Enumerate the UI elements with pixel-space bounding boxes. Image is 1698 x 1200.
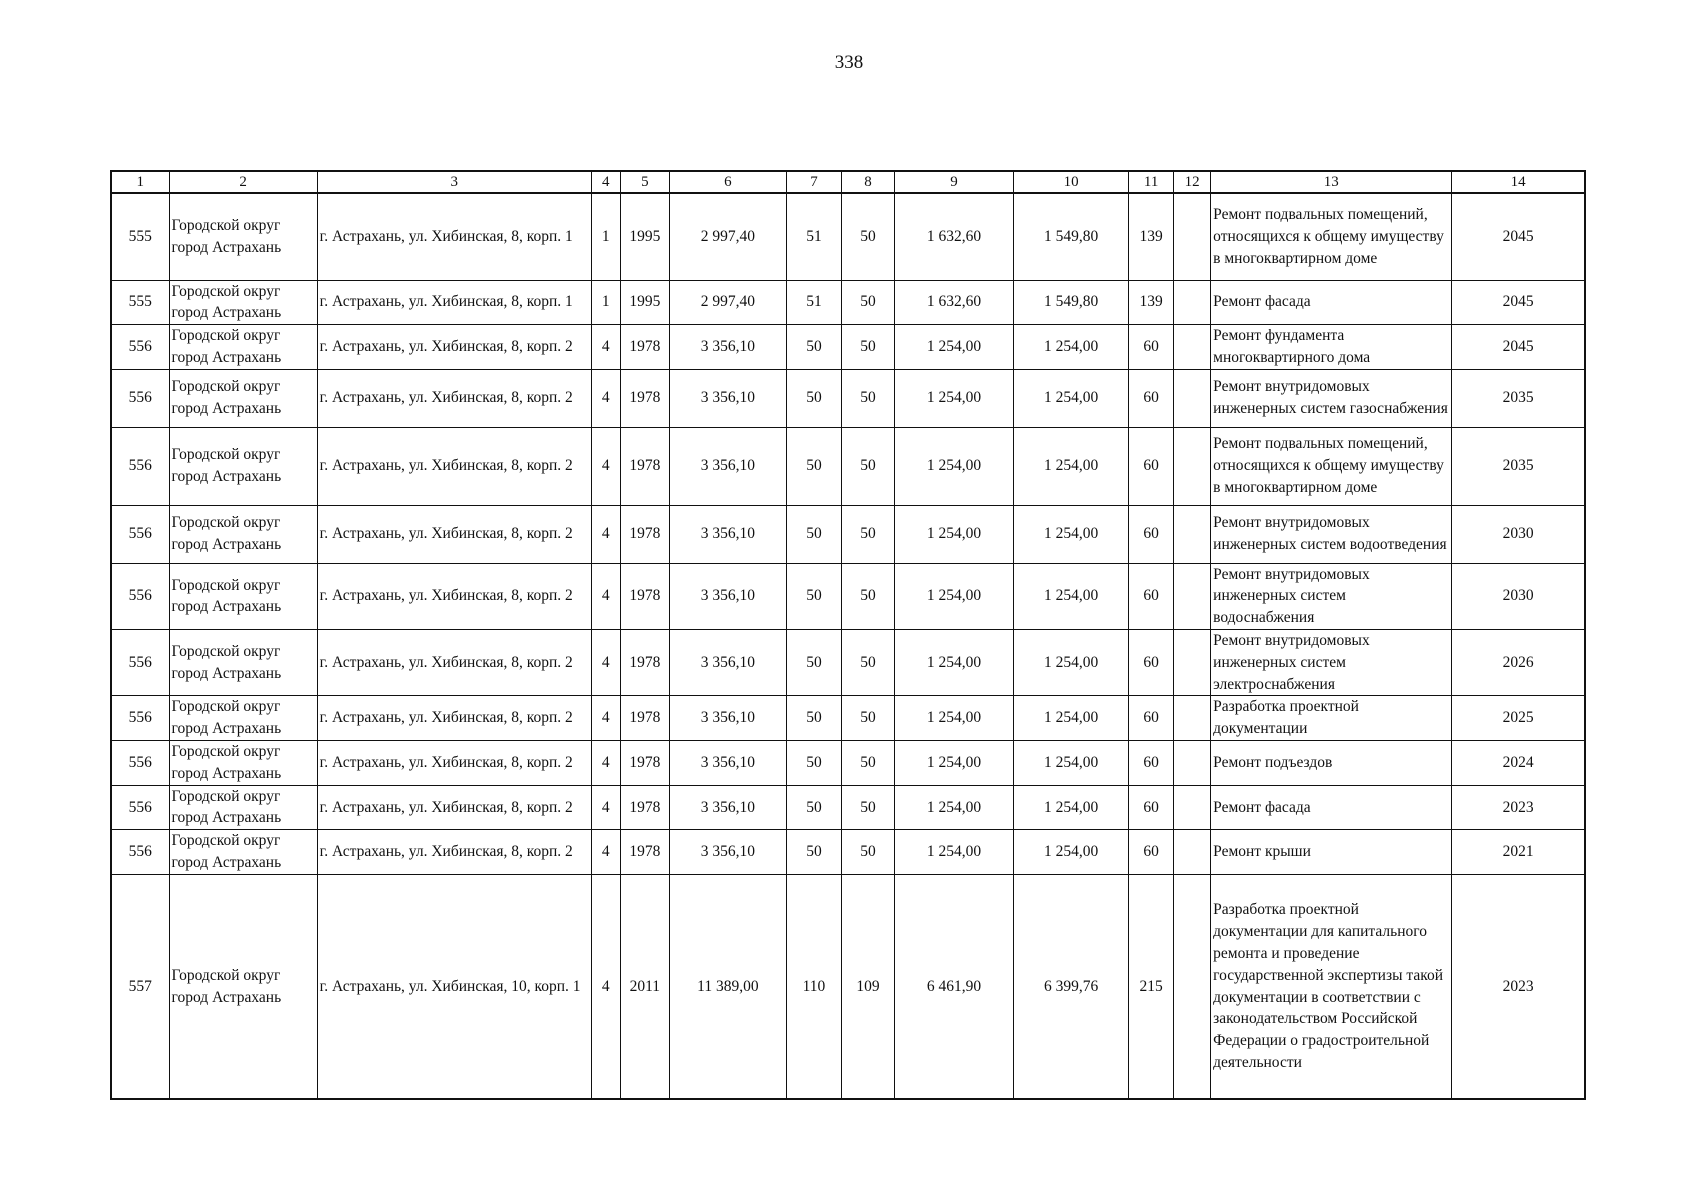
col-header-1: 1 xyxy=(111,171,169,193)
cell-col-14: 2023 xyxy=(1452,874,1585,1099)
cell-col-11: 60 xyxy=(1129,830,1174,875)
cell-col-7: 51 xyxy=(786,280,841,325)
cell-col-10: 1 254,00 xyxy=(1014,325,1129,370)
col-header-12: 12 xyxy=(1174,171,1211,193)
cell-col-1: 556 xyxy=(111,785,169,830)
cell-col-7: 50 xyxy=(786,563,841,629)
cell-col-11: 60 xyxy=(1129,505,1174,563)
cell-col-4: 4 xyxy=(591,874,620,1099)
cell-col-1: 557 xyxy=(111,874,169,1099)
cell-col-2: Городской округ город Астрахань xyxy=(169,427,317,505)
cell-col-2: Городской округ город Астрахань xyxy=(169,505,317,563)
cell-col-2: Городской округ город Астрахань xyxy=(169,696,317,741)
table-row xyxy=(111,369,1585,427)
cell-col-10: 1 254,00 xyxy=(1014,369,1129,427)
cell-col-4: 4 xyxy=(591,830,620,875)
cell-col-7: 50 xyxy=(786,325,841,370)
table-row xyxy=(111,830,1585,875)
cell-col-6: 2 997,40 xyxy=(669,193,786,280)
cell-col-14: 2035 xyxy=(1452,369,1585,427)
cell-col-2: Городской округ город Астрахань xyxy=(169,563,317,629)
cell-col-6: 3 356,10 xyxy=(669,741,786,786)
column-number-header xyxy=(111,171,1585,193)
col-header-10: 10 xyxy=(1014,171,1129,193)
cell-col-1: 556 xyxy=(111,741,169,786)
cell-col-9: 1 254,00 xyxy=(894,505,1013,563)
cell-col-3: г. Астрахань, ул. Хибинская, 8, корп. 2 xyxy=(317,696,591,741)
page-number: 338 xyxy=(834,52,864,73)
cell-col-2: Городской округ город Астрахань xyxy=(169,325,317,370)
cell-col-9: 1 254,00 xyxy=(894,563,1013,629)
cell-col-14: 2030 xyxy=(1452,505,1585,563)
col-header-2: 2 xyxy=(169,171,317,193)
cell-col-8: 50 xyxy=(841,630,894,696)
cell-col-6: 3 356,10 xyxy=(669,830,786,875)
cell-col-9: 1 254,00 xyxy=(894,785,1013,830)
cell-col-5: 1995 xyxy=(620,280,669,325)
cell-col-13: Ремонт внутридомовых инженерных систем газоснабжения xyxy=(1211,369,1452,427)
cell-col-5: 1978 xyxy=(620,741,669,786)
cell-col-10: 1 254,00 xyxy=(1014,696,1129,741)
cell-col-12 xyxy=(1174,874,1211,1099)
cell-col-11: 60 xyxy=(1129,785,1174,830)
cell-col-14: 2045 xyxy=(1452,325,1585,370)
cell-col-3: г. Астрахань, ул. Хибинская, 8, корп. 2 xyxy=(317,427,591,505)
cell-col-9: 1 254,00 xyxy=(894,830,1013,875)
cell-col-7: 50 xyxy=(786,741,841,786)
cell-col-8: 50 xyxy=(841,427,894,505)
cell-col-3: г. Астрахань, ул. Хибинская, 8, корп. 2 xyxy=(317,630,591,696)
cell-col-10: 1 254,00 xyxy=(1014,785,1129,830)
cell-col-3: г. Астрахань, ул. Хибинская, 8, корп. 1 xyxy=(317,193,591,280)
cell-col-3: г. Астрахань, ул. Хибинская, 8, корп. 2 xyxy=(317,563,591,629)
cell-col-10: 6 399,76 xyxy=(1014,874,1129,1099)
cell-col-3: г. Астрахань, ул. Хибинская, 8, корп. 2 xyxy=(317,325,591,370)
cell-col-7: 51 xyxy=(786,193,841,280)
cell-col-12 xyxy=(1174,280,1211,325)
table-row xyxy=(111,325,1585,370)
cell-col-8: 50 xyxy=(841,325,894,370)
cell-col-11: 215 xyxy=(1129,874,1174,1099)
cell-col-14: 2026 xyxy=(1452,630,1585,696)
cell-col-1: 556 xyxy=(111,563,169,629)
cell-col-7: 50 xyxy=(786,696,841,741)
table-row xyxy=(111,696,1585,741)
cell-col-5: 1978 xyxy=(620,830,669,875)
cell-col-5: 1978 xyxy=(620,505,669,563)
cell-col-5: 2011 xyxy=(620,874,669,1099)
cell-col-10: 1 254,00 xyxy=(1014,427,1129,505)
table-body xyxy=(111,193,1585,1099)
cell-col-1: 556 xyxy=(111,505,169,563)
cell-col-9: 1 632,60 xyxy=(894,193,1013,280)
cell-col-5: 1978 xyxy=(620,369,669,427)
cell-col-1: 555 xyxy=(111,280,169,325)
cell-col-1: 556 xyxy=(111,630,169,696)
cell-col-10: 1 254,00 xyxy=(1014,630,1129,696)
cell-col-8: 50 xyxy=(841,830,894,875)
cell-col-5: 1978 xyxy=(620,696,669,741)
cell-col-11: 60 xyxy=(1129,427,1174,505)
cell-col-6: 3 356,10 xyxy=(669,369,786,427)
cell-col-7: 50 xyxy=(786,785,841,830)
cell-col-2: Городской округ город Астрахань xyxy=(169,193,317,280)
col-header-11: 11 xyxy=(1129,171,1174,193)
cell-col-5: 1978 xyxy=(620,563,669,629)
cell-col-5: 1978 xyxy=(620,325,669,370)
cell-col-2: Городской округ город Астрахань xyxy=(169,785,317,830)
col-header-4: 4 xyxy=(591,171,620,193)
cell-col-8: 50 xyxy=(841,741,894,786)
cell-col-4: 4 xyxy=(591,785,620,830)
cell-col-14: 2045 xyxy=(1452,193,1585,280)
cell-col-8: 50 xyxy=(841,696,894,741)
cell-col-8: 50 xyxy=(841,505,894,563)
cell-col-12 xyxy=(1174,427,1211,505)
cell-col-9: 1 632,60 xyxy=(894,280,1013,325)
cell-col-1: 556 xyxy=(111,696,169,741)
cell-col-9: 1 254,00 xyxy=(894,630,1013,696)
col-header-9: 9 xyxy=(894,171,1013,193)
table-row xyxy=(111,280,1585,325)
cell-col-9: 1 254,00 xyxy=(894,696,1013,741)
cell-col-8: 50 xyxy=(841,369,894,427)
cell-col-13: Разработка проектной документации xyxy=(1211,696,1452,741)
col-header-3: 3 xyxy=(317,171,591,193)
cell-col-9: 6 461,90 xyxy=(894,874,1013,1099)
cell-col-5: 1978 xyxy=(620,630,669,696)
cell-col-7: 50 xyxy=(786,505,841,563)
table-row xyxy=(111,563,1585,629)
cell-col-13: Ремонт фундамента многоквартирного дома xyxy=(1211,325,1452,370)
cell-col-3: г. Астрахань, ул. Хибинская, 8, корп. 2 xyxy=(317,369,591,427)
cell-col-7: 110 xyxy=(786,874,841,1099)
cell-col-13: Ремонт фасада xyxy=(1211,280,1452,325)
cell-col-12 xyxy=(1174,696,1211,741)
cell-col-12 xyxy=(1174,325,1211,370)
table-row xyxy=(111,874,1585,1099)
cell-col-11: 60 xyxy=(1129,369,1174,427)
cell-col-11: 60 xyxy=(1129,325,1174,370)
cell-col-2: Городской округ город Астрахань xyxy=(169,830,317,875)
cell-col-6: 3 356,10 xyxy=(669,696,786,741)
cell-col-5: 1978 xyxy=(620,427,669,505)
cell-col-9: 1 254,00 xyxy=(894,325,1013,370)
cell-col-3: г. Астрахань, ул. Хибинская, 8, корп. 2 xyxy=(317,830,591,875)
cell-col-8: 50 xyxy=(841,280,894,325)
cell-col-10: 1 254,00 xyxy=(1014,563,1129,629)
cell-col-11: 60 xyxy=(1129,741,1174,786)
cell-col-4: 4 xyxy=(591,427,620,505)
cell-col-10: 1 254,00 xyxy=(1014,505,1129,563)
cell-col-12 xyxy=(1174,563,1211,629)
cell-col-8: 50 xyxy=(841,785,894,830)
cell-col-6: 11 389,00 xyxy=(669,874,786,1099)
cell-col-3: г. Астрахань, ул. Хибинская, 8, корп. 2 xyxy=(317,785,591,830)
cell-col-13: Ремонт внутридомовых инженерных систем водоотведения xyxy=(1211,505,1452,563)
cell-col-13: Ремонт внутридомовых инженерных систем водоснабжения xyxy=(1211,563,1452,629)
cell-col-9: 1 254,00 xyxy=(894,741,1013,786)
cell-col-5: 1995 xyxy=(620,193,669,280)
cell-col-1: 556 xyxy=(111,830,169,875)
cell-col-2: Городской округ город Астрахань xyxy=(169,630,317,696)
cell-col-12 xyxy=(1174,505,1211,563)
cell-col-1: 556 xyxy=(111,369,169,427)
col-header-6: 6 xyxy=(669,171,786,193)
cell-col-2: Городской округ город Астрахань xyxy=(169,874,317,1099)
cell-col-14: 2035 xyxy=(1452,427,1585,505)
cell-col-10: 1 549,80 xyxy=(1014,193,1129,280)
cell-col-11: 60 xyxy=(1129,696,1174,741)
cell-col-10: 1 254,00 xyxy=(1014,830,1129,875)
cell-col-4: 4 xyxy=(591,505,620,563)
cell-col-6: 3 356,10 xyxy=(669,630,786,696)
table-row xyxy=(111,630,1585,696)
cell-col-11: 139 xyxy=(1129,280,1174,325)
cell-col-10: 1 254,00 xyxy=(1014,741,1129,786)
cell-col-13: Ремонт подвальных помещений, относящихся к общему имуществу в многоквартирном доме xyxy=(1211,427,1452,505)
cell-col-2: Городской округ город Астрахань xyxy=(169,280,317,325)
cell-col-1: 556 xyxy=(111,325,169,370)
cell-col-4: 4 xyxy=(591,630,620,696)
cell-col-7: 50 xyxy=(786,369,841,427)
cell-col-13: Ремонт подвальных помещений, относящихся к общему имуществу в многоквартирном доме xyxy=(1211,193,1452,280)
table-row xyxy=(111,505,1585,563)
cell-col-9: 1 254,00 xyxy=(894,427,1013,505)
cell-col-6: 3 356,10 xyxy=(669,785,786,830)
cell-col-6: 2 997,40 xyxy=(669,280,786,325)
cell-col-12 xyxy=(1174,785,1211,830)
header-row xyxy=(111,171,1585,193)
cell-col-14: 2030 xyxy=(1452,563,1585,629)
cell-col-12 xyxy=(1174,630,1211,696)
cell-col-12 xyxy=(1174,193,1211,280)
cell-col-1: 555 xyxy=(111,193,169,280)
table-row xyxy=(111,741,1585,786)
cell-col-7: 50 xyxy=(786,830,841,875)
cell-col-3: г. Астрахань, ул. Хибинская, 8, корп. 2 xyxy=(317,505,591,563)
cell-col-14: 2023 xyxy=(1452,785,1585,830)
cell-col-5: 1978 xyxy=(620,785,669,830)
cell-col-14: 2021 xyxy=(1452,830,1585,875)
col-header-5: 5 xyxy=(620,171,669,193)
cell-col-4: 4 xyxy=(591,741,620,786)
cell-col-10: 1 549,80 xyxy=(1014,280,1129,325)
cell-col-13: Ремонт фасада xyxy=(1211,785,1452,830)
cell-col-14: 2024 xyxy=(1452,741,1585,786)
cell-col-2: Городской округ город Астрахань xyxy=(169,741,317,786)
table-row xyxy=(111,785,1585,830)
cell-col-3: г. Астрахань, ул. Хибинская, 8, корп. 2 xyxy=(317,741,591,786)
table-row xyxy=(111,427,1585,505)
col-header-7: 7 xyxy=(786,171,841,193)
cell-col-13: Ремонт подъездов xyxy=(1211,741,1452,786)
cell-col-13: Ремонт внутридомовых инженерных систем электроснабжения xyxy=(1211,630,1452,696)
cell-col-13: Разработка проектной документации для капитального ремонта и проведение государственной экспертизы такой документации в соответствии с законодательством Российской Федерации о градостроительной деятельности xyxy=(1211,874,1452,1099)
cell-col-9: 1 254,00 xyxy=(894,369,1013,427)
cell-col-14: 2025 xyxy=(1452,696,1585,741)
cell-col-4: 4 xyxy=(591,325,620,370)
col-header-13: 13 xyxy=(1211,171,1452,193)
table-row xyxy=(111,193,1585,280)
cell-col-12 xyxy=(1174,369,1211,427)
cell-col-6: 3 356,10 xyxy=(669,427,786,505)
col-header-14: 14 xyxy=(1452,171,1585,193)
cell-col-6: 3 356,10 xyxy=(669,563,786,629)
cell-col-11: 139 xyxy=(1129,193,1174,280)
col-header-8: 8 xyxy=(841,171,894,193)
cell-col-11: 60 xyxy=(1129,630,1174,696)
cell-col-2: Городской округ город Астрахань xyxy=(169,369,317,427)
cell-col-6: 3 356,10 xyxy=(669,505,786,563)
cell-col-8: 50 xyxy=(841,563,894,629)
cell-col-11: 60 xyxy=(1129,563,1174,629)
cell-col-3: г. Астрахань, ул. Хибинская, 8, корп. 1 xyxy=(317,280,591,325)
cell-col-14: 2045 xyxy=(1452,280,1585,325)
cell-col-13: Ремонт крыши xyxy=(1211,830,1452,875)
cell-col-7: 50 xyxy=(786,427,841,505)
cell-col-3: г. Астрахань, ул. Хибинская, 10, корп. 1 xyxy=(317,874,591,1099)
cell-col-6: 3 356,10 xyxy=(669,325,786,370)
cell-col-8: 109 xyxy=(841,874,894,1099)
cell-col-8: 50 xyxy=(841,193,894,280)
cell-col-7: 50 xyxy=(786,630,841,696)
cell-col-1: 556 xyxy=(111,427,169,505)
cell-col-12 xyxy=(1174,741,1211,786)
repair-schedule-table xyxy=(110,170,1586,1100)
cell-col-4: 1 xyxy=(591,193,620,280)
cell-col-4: 4 xyxy=(591,369,620,427)
cell-col-12 xyxy=(1174,830,1211,875)
cell-col-4: 4 xyxy=(591,696,620,741)
cell-col-4: 1 xyxy=(591,280,620,325)
cell-col-4: 4 xyxy=(591,563,620,629)
